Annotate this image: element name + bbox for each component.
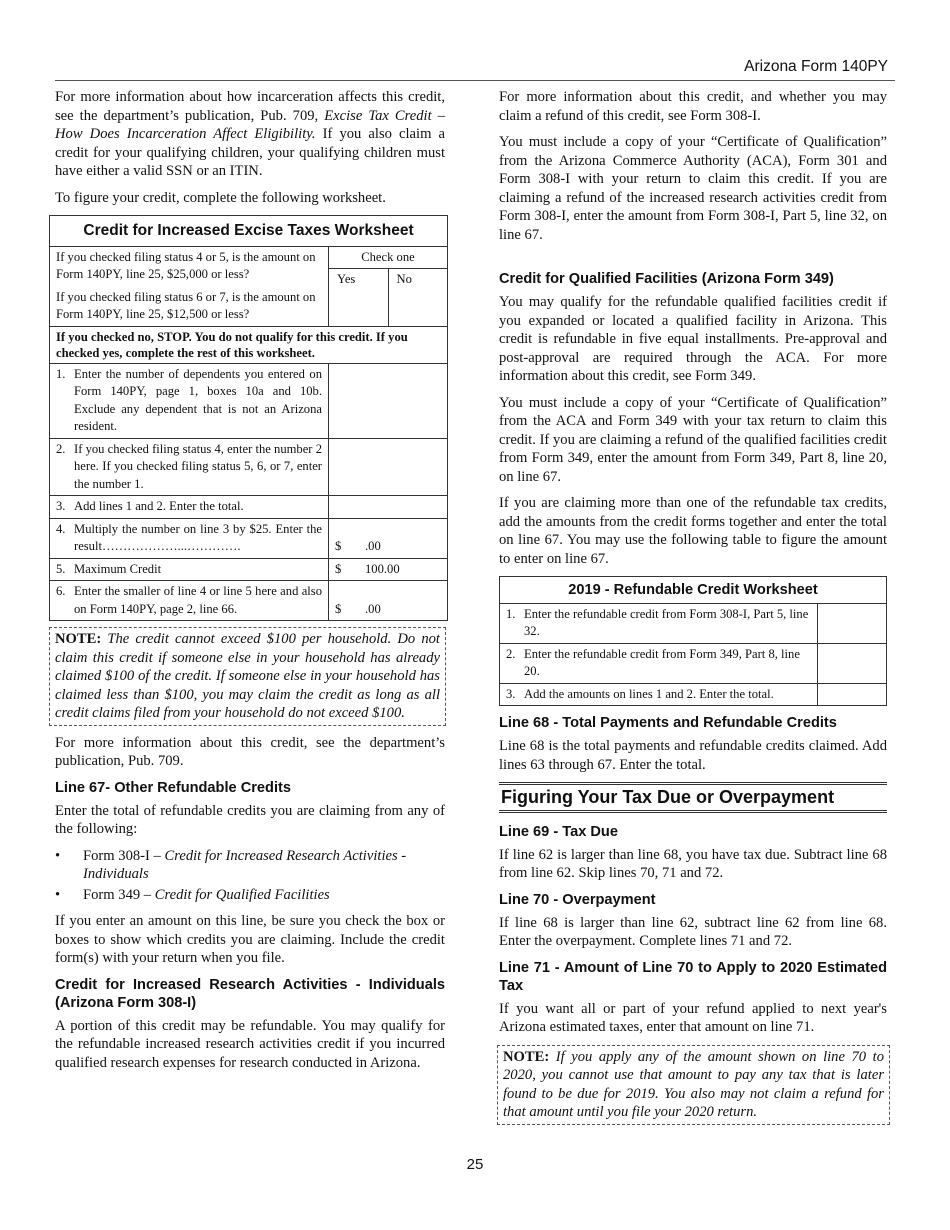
line-71-heading: Line 71 - Amount of Line 70 to Apply to 2020 Estimated Tax [499, 959, 887, 994]
worksheet-line-3 [50, 496, 447, 519]
line-text: Multiply the number on line 3 by $25. Enter the result………………...…………. [74, 521, 322, 553]
refundable-line-2 [500, 644, 886, 684]
line-amount: .00 [365, 539, 381, 553]
worksheet-title: Credit for Increased Excise Taxes Worksheet [50, 216, 447, 247]
line-70-heading: Line 70 - Overpayment [499, 891, 656, 908]
pub-709-paragraph: For more information about this credit, see the department’s publication, Pub. 709. [55, 734, 445, 769]
line-amount-field[interactable] [329, 581, 447, 620]
line-amount-field[interactable] [329, 496, 447, 518]
dollar-sign: $ [335, 601, 342, 616]
line-number: 2. [56, 441, 66, 456]
worksheet-line-5 [50, 559, 447, 582]
dollar-sign: $ [335, 539, 342, 553]
excise-note: NOTE: The credit cannot exceed $100 per household. Do not claim this credit if someone else in your household has already claimed $100 of the credit. If someone else in your household has claimed less than $100, you may claim the credit as long as all credit claims filed from your household do not exceed $100. [49, 627, 446, 726]
refundable-line-3 [500, 684, 886, 706]
line-71-paragraph: If you want all or part of your refund applied to next year's Arizona estimated taxes, enter that amount on line 71. [499, 1000, 887, 1035]
line-text: Maximum Credit [74, 561, 162, 576]
line-69-heading: Line 69 - Tax Due [499, 823, 618, 840]
worksheet-intro: To figure your credit, complete the following worksheet. [55, 189, 386, 206]
worksheet-line-1 [50, 364, 447, 439]
research-credit-paragraph: A portion of this credit may be refundable. You may qualify for the refundable increased research activities credit if you incurred qualified research expenses for research conducted in Arizona. [55, 1017, 445, 1071]
line-amount-field[interactable] [329, 519, 447, 558]
facilities-certificate-paragraph: You must include a copy of your “Certificate of Qualification” from the ACA and Form 349 with your tax return to claim this credit. If you are claiming a refund of the qualified facilities credit from Form 349, enter the amount from Form 349, Part 8, line 20, on line 67. [499, 394, 887, 485]
line-text: Add the amounts on lines 1 and 2. Enter the total. [524, 686, 774, 701]
eligibility-row [50, 247, 447, 327]
line-amount-field[interactable] [818, 644, 886, 683]
form-header: Arizona Form 140PY [744, 58, 888, 75]
line-amount-field[interactable] [329, 559, 447, 581]
no-checkbox[interactable]: No [396, 272, 412, 286]
line-number: 5. [56, 561, 66, 576]
qualified-facilities-heading: Credit for Qualified Facilities (Arizona Form 349) [499, 271, 834, 287]
line-number: 2. [506, 646, 516, 661]
eligibility-question-1: If you checked filing status 4 or 5, is the amount on Form 140PY, line 25, $25,000 or less? [56, 249, 316, 281]
list-item: • Form 308-I – Credit for Increased Research Activities - Individuals [55, 847, 407, 882]
line-69-paragraph: If line 62 is larger than line 68, you have tax due. Subtract line 68 from line 62. Skip lines 70, 71 and 72. [499, 846, 887, 881]
yes-checkbox[interactable]: Yes [329, 269, 389, 326]
line-number: 1. [56, 366, 66, 381]
line-text: Enter the smaller of line 4 or line 5 here and also on Form 140PY, page 2, line 66. [74, 584, 322, 616]
line-67-heading: Line 67- Other Refundable Credits [55, 779, 291, 796]
line-70-paragraph: If line 68 is larger than line 62, subtract line 62 from line 68. Enter the overpayment. Complete lines 71 and 72. [499, 914, 887, 949]
worksheet-line-6 [50, 581, 447, 620]
line-amount-field[interactable] [818, 684, 886, 706]
line-number: 6. [56, 584, 66, 598]
refundable-worksheet-title: 2019 - Refundable Credit Worksheet [500, 577, 886, 604]
dollar-sign: $ [335, 561, 342, 576]
line-number: 1. [506, 606, 516, 621]
excise-tax-worksheet [49, 215, 448, 621]
line-amount-field[interactable] [818, 604, 886, 643]
line-number: 4. [56, 521, 66, 536]
line-amount: 100.00 [365, 561, 400, 576]
research-certificate-paragraph: You must include a copy of your “Certificate of Qualification” from the Arizona Commerce Authority (ACA), Form 301 and Form 308-I with your return to claim this credit. If you are claiming a refund of the increased research activities credit from Form 308-I, enter the amount from Form 308-I, Part 5, line 32, on line 67. [499, 134, 887, 243]
research-credit-heading: Credit for Increased Research Activities - Individuals (Arizona Form 308-I) [55, 976, 445, 1011]
line-text: If you checked filing status 4, enter the number 2 here. If you checked filing status 5, 6, or 7, enter the number 1. [74, 441, 322, 491]
line-amount-field[interactable] [329, 364, 447, 438]
line-67-intro: Enter the total of refundable credits you are claiming from any of the following: [55, 802, 445, 837]
list-item: • Form 349 – Credit for Qualified Facilities [55, 886, 330, 903]
research-refund-paragraph: For more information about this credit, and whether you may claim a refund of this credit, see Form 308-I. [499, 89, 887, 124]
worksheet-line-2 [50, 439, 447, 497]
line-68-paragraph: Line 68 is the total payments and refundable credits claimed. Add lines 63 through 67. Enter the total. [499, 738, 887, 773]
check-one-group [329, 247, 447, 326]
figuring-tax-heading: Figuring Your Tax Due or Overpayment [499, 782, 887, 813]
line-text: Enter the refundable credit from Form 349, Part 8, line 20. [524, 646, 800, 678]
stop-instruction: If you checked no, STOP. You do not qualify for this credit. If you checked yes, complete the rest of this worksheet. [50, 327, 447, 364]
line-amount-field[interactable] [329, 439, 447, 496]
eligibility-question-2: If you checked filing status 6 or 7, is the amount on Form 140PY, line 25, $12,500 or less? [56, 289, 316, 321]
line-68-heading: Line 68 - Total Payments and Refundable Credits [499, 715, 837, 731]
credit-list [55, 847, 445, 905]
line-text: Enter the number of dependents you entered on Form 140PY, page 1, boxes 10a and 10b. Exclude any dependent that is not an Arizona resident. [74, 366, 322, 433]
check-one-label: Check one [329, 247, 447, 270]
header-rule [55, 80, 895, 81]
left-column [55, 88, 445, 1080]
worksheet-line-4 [50, 519, 447, 559]
overpayment-note: NOTE: If you apply any of the amount shown on line 70 to 2020, you cannot use that amount to pay any tax that is later found to be due for 2019. You also may not claim a refund for that amount until you file your 2020 return. [497, 1045, 890, 1125]
refundable-credit-worksheet [499, 576, 887, 706]
line-text: Enter the refundable credit from Form 308-I, Part 5, line 32. [524, 606, 809, 638]
right-column [499, 88, 887, 1133]
multiple-credits-paragraph: If you are claiming more than one of the refundable tax credits, add the amounts from the credit forms together and enter the total on line 67. You may use the following table to figure the amount to enter on line 67. [499, 495, 887, 567]
line-number: 3. [56, 499, 66, 513]
check-box-paragraph: If you enter an amount on this line, be sure you check the box or boxes to show which credits you are claiming. Include the credit form(s) with your return when you file. [55, 913, 445, 966]
incarceration-paragraph: For more information about how incarceration affects this credit, see the department’s publication, Pub. 709, Excise Tax Credit – How Does Incarceration Affect Eligibility. If you also claim a credit for your qualifying children, your qualifying children must have either a valid SSN or an ITIN. [55, 89, 445, 179]
line-text: Add lines 1 and 2. Enter the total. [74, 499, 244, 513]
refundable-line-1 [500, 604, 886, 644]
line-number: 3. [506, 686, 516, 701]
line-amount: .00 [365, 601, 381, 616]
page-number: 25 [466, 1156, 484, 1173]
facilities-paragraph: You may qualify for the refundable qualified facilities credit if you expanded or located a qualified facility in Arizona. This credit is refundable in five equal installments. Pre-approval and post-approval are required through the ACA. For more information about this credit, see Form 349. [499, 294, 887, 384]
